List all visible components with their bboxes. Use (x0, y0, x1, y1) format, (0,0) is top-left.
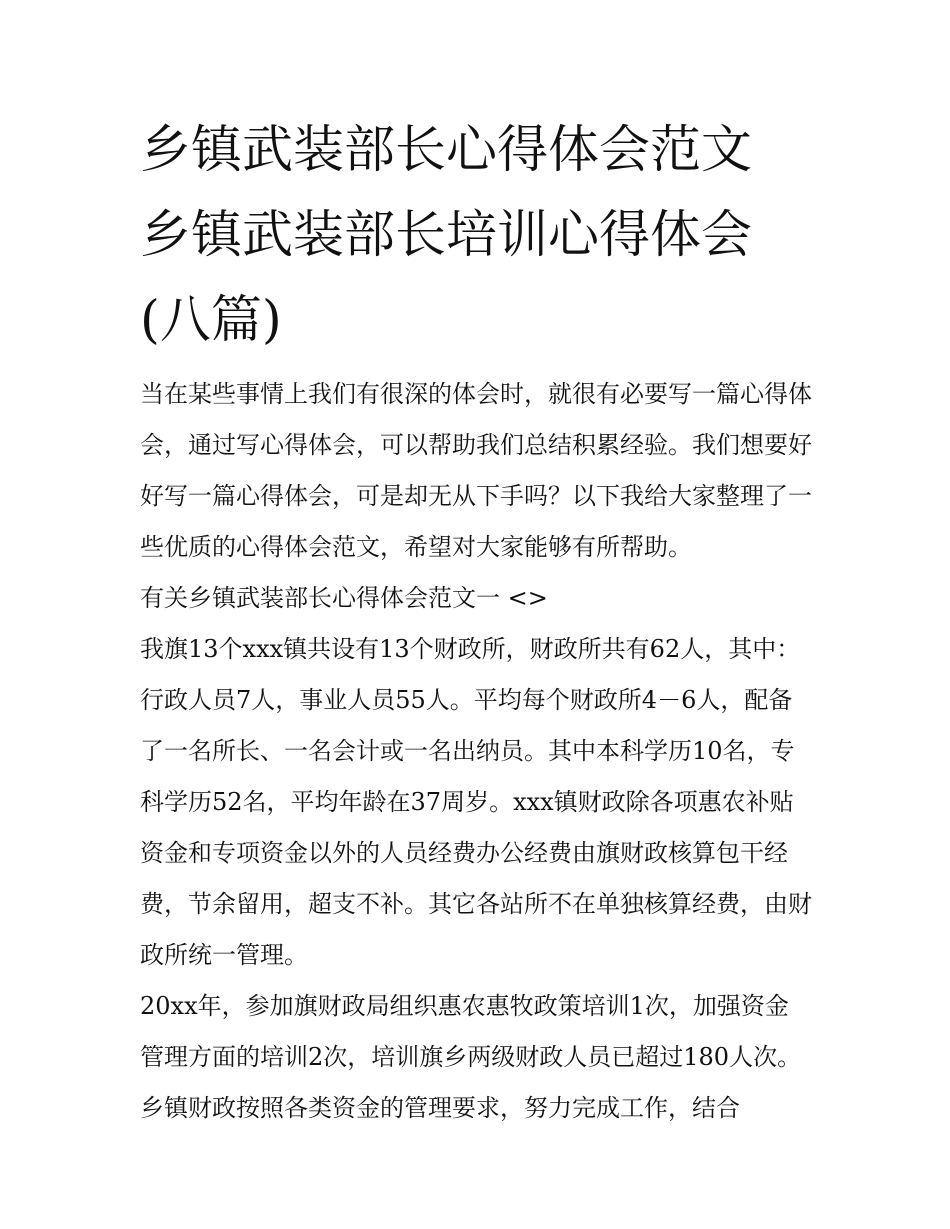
document-title: 乡镇武装部长心得体会范文 乡镇武装部长培训心得体会(八篇) (140, 121, 753, 350)
intro-paragraph: 当在某些事情上我们有很深的体会时，就很有必要写一篇心得体会，通过写心得体会，可以帮助我们总结积累经验。我们想要好好写一篇心得体会，可是却无从下手吗？以下我给大家整理了一些优质的心得体会范文，希望对大家能够有所帮助。 (140, 380, 812, 561)
body-paragraph-2: 20xx年，参加旗财政局组织惠农惠牧政策培训1次，加强资金管理方面的培训2次，培训旗乡两级财政人员已超过180人次。乡镇财政按照各类资金的管理要求，努力完成工作，结合 (140, 992, 802, 1122)
document-page (140, 108, 812, 1134)
body-paragraph-1: 我旗13个xxx镇共设有13个财政所，财政所共有62人，其中：行政人员7人，事业人员55人。平均每个财政所4－6人，配备了一名所长、一名会计或一名出纳员。其中本科学历10名，专科学历52名，平均年龄在37周岁。xxx镇财政除各项惠农补贴资金和专项资金以外的人员经费办公经费由旗财政核算包干经费，节余留用，超支不补。其它各站所不在单独核算经费，由财政所统一管理。 (140, 635, 812, 969)
section-heading: 有关乡镇武装部长心得体会范文一 <> (140, 584, 548, 612)
